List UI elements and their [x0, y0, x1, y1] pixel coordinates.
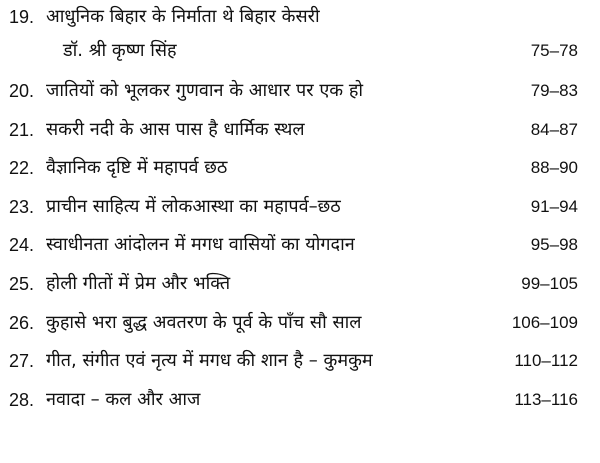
entry-title: गीत, संगीत एवं नृत्य में मगध की शान है – कुमकुम: [46, 350, 373, 371]
entry-number: 22.: [9, 158, 35, 178]
entry-title: स्वाधीनता आंदोलन में मगध वासियों का योगदान: [46, 234, 355, 255]
entry-pages: 88–90: [530, 158, 578, 177]
entry-pages: 84–87: [530, 120, 578, 139]
entry-title: कुहासे भरा बुद्ध अवतरण के पूर्व के पाँच सौ साल: [46, 312, 362, 333]
entry-title: डॉ. श्री कृष्ण सिंह: [63, 40, 177, 61]
entry-title: सकरी नदी के आस पास है धार्मिक स्थल: [46, 119, 305, 140]
entry-title: वैज्ञानिक दृष्टि में महापर्व छठ: [46, 157, 228, 178]
entry-pages: 99–105: [521, 274, 578, 293]
toc-entry: [0, 310, 600, 346]
toc-entry: [0, 194, 600, 230]
entry-pages: 95–98: [530, 235, 578, 254]
entry-number: 27.: [9, 351, 35, 371]
toc-entry: [0, 38, 600, 74]
entry-title: होली गीतों में प्रेम और भक्ति: [46, 273, 231, 294]
toc-entry: [0, 78, 600, 114]
entry-pages: 113–116: [514, 390, 578, 409]
entry-number: 20.: [9, 81, 35, 101]
entry-number: 26.: [9, 313, 35, 333]
entry-number: 23.: [9, 197, 35, 217]
entry-number: 21.: [9, 120, 35, 140]
entry-number: 28.: [9, 390, 35, 410]
entry-number: 19.: [9, 7, 35, 27]
entry-title: प्राचीन साहित्य में लोकआस्था का महापर्व–छठ: [46, 196, 341, 217]
entry-title: जातियों को भूलकर गुणवान के आधार पर एक हो: [46, 80, 364, 101]
toc-entry: [0, 4, 600, 40]
entry-pages: 110–112: [514, 351, 578, 370]
entry-title: नवादा – कल और आज: [46, 389, 201, 410]
toc-entry: [0, 117, 600, 153]
entry-pages: 79–83: [530, 81, 578, 100]
entry-pages: 106–109: [511, 313, 578, 332]
entry-number: 24.: [9, 235, 35, 255]
entry-pages: 91–94: [530, 197, 578, 216]
toc-entry: [0, 387, 600, 423]
entry-title: आधुनिक बिहार के निर्माता थे बिहार केसरी: [46, 6, 320, 27]
toc-entry: [0, 348, 600, 384]
entry-number: 25.: [9, 274, 35, 294]
toc-entry: [0, 271, 600, 307]
entry-pages: 75–78: [530, 41, 578, 60]
toc-entry: [0, 155, 600, 191]
toc-entry: [0, 232, 600, 268]
